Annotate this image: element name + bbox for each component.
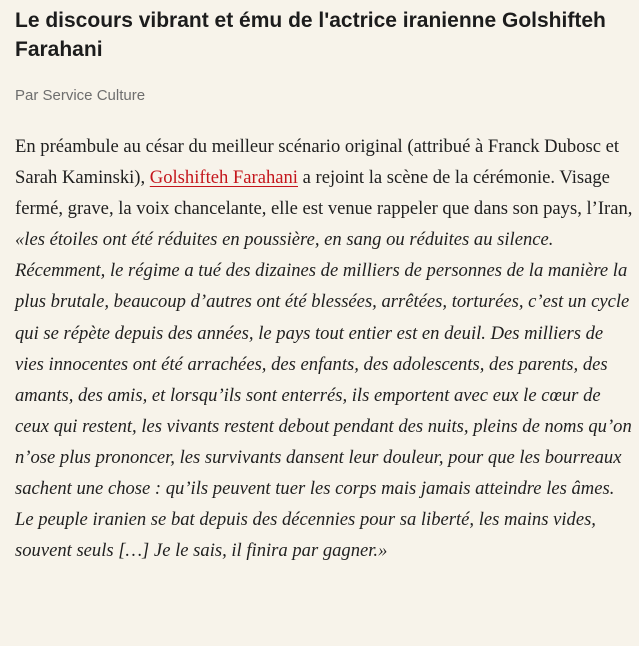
article — [15, 6, 633, 585]
person-link-golshifteh-farahani[interactable]: Golshifteh Farahani — [149, 167, 298, 189]
article-title: Le discours vibrant et ému de l'actrice iranienne Golshifteh Farahani — [15, 9, 606, 61]
paragraph-intro-continuation: a rejoint la scène de la cérémonie. Visage fermé, grave, la voix chancelante, elle est venue rappeler que dans son pays, l’Iran, — [15, 167, 633, 220]
article-byline: Par Service Culture — [15, 87, 146, 104]
paragraph-intro-text: En préambule au césar du meilleur scénario original (attribué à Franck Dubosc et Sarah Kaminski), — [15, 136, 620, 189]
speech-quote: «les étoiles ont été réduites en poussière, en sang ou réduites au silence. Récemment, le régime a tué des dizaines de milliers de personnes de la manière la plus brutale, beaucoup d’autres ont été blessées, arrêtées, torturées, c’est un cycle qui se répète depuis des années, le pays tout entier est en deuil. Des milliers de vies innocentes ont été arrachées, des enfants, des adolescents, des parents, des amants, des amis, et lorsqu’ils sont enterrés, ils emportent avec eux le cœur de ceux qui restent, les vivants restent debout pendant des nuits, pleins de noms qu’on n’ose plus prononcer, les survivants dansent leur douleur, pour que les bourreaux sachent une chose : qu’ils peuvent tuer les corps mais jamais atteindre les âmes. Le peuple iranien se bat depuis des décennies pour sa liberté, les mains vides, souvent seuls […] Je le sais, il finira par gagner.» — [15, 229, 632, 562]
article-paragraph — [15, 131, 633, 566]
